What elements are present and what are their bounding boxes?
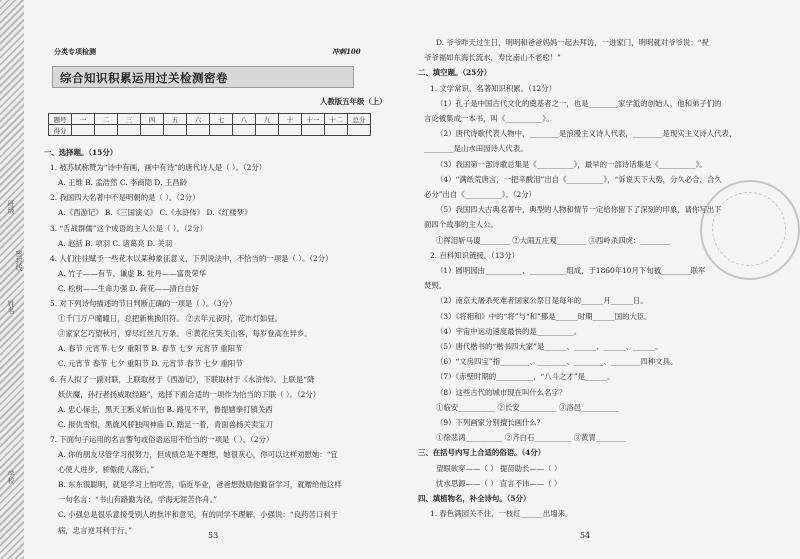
text-line: 焚毁。 (424, 281, 447, 291)
text-line: （8）这些古代的城市现在叫什么名字？ (436, 387, 567, 397)
text-line: A. 你的朋友尽管学习很努力，但成绩总是不理想，她很灰心，你可以这样劝慰她：“宜 (58, 450, 338, 459)
watermark-seal-inner (712, 192, 786, 266)
score-cell: 十一 (302, 114, 325, 125)
text-line: （4）宇宙中运动速度最快的是__________。 (436, 326, 582, 336)
text-line: C. 报仇雪恨，黑旋风骄独闯神庙 D. 踏足一着，青面兽杨关卖宝刀 (58, 419, 273, 429)
text-line: D. 爷爷昨天过生日，明明和爸爸妈妈一起去拜访，一进家门，明明就对爷爷说：“祝 (436, 38, 709, 47)
text-line: C. 小强总是很乐意接受别人的批评和意见，有的同学不理解，小强说：“良药苦口利于 (58, 510, 338, 520)
text-line: （7）《赤壁时期的__________，“八斗之才”是______。 (436, 372, 615, 382)
text-line: 妖伏魔，孙行者扬威取经路”，选择下面合适的一项作为恰当的下联（ ）。（2分） (58, 389, 321, 399)
text-line: （1）圆明园由__________、__________组成，于1860年10月下旬被________联军 (436, 266, 706, 275)
text-line: 必分”出自《__________》。（2分） (424, 190, 536, 199)
text-line: （9）下列画家分别擅长画什么？ (436, 418, 545, 427)
text-line: A.《西游记》 B.《三国演义》 C.《水浒传》 D.《红楼梦》 (58, 208, 252, 218)
text-line: C. 元宵节 春节 七夕 重阳节 D. 元宵节 春节 七夕 重阳节 (58, 359, 243, 369)
score-cell: 五 (164, 114, 187, 125)
text-line: 3. “舌战群儒”这个成语的主人公是（ ）。（2分） (50, 223, 208, 233)
text-line: ①挥泪斩马谡________ ②大闹五庄观________ ③西岭杀四虎：________ (436, 235, 670, 245)
score-cell: 九 (256, 114, 279, 125)
score-cell: 二 (95, 114, 118, 125)
text-line: 1. 春色满园关不住，一枝红______出墙来。 (430, 509, 573, 519)
text-line: 1. 被苏轼称赞为“诗中有画，画中有诗”的唐代诗人是（ ）。（2分） (50, 163, 267, 173)
score-value-row (49, 125, 371, 136)
text-line: A. 竹子——有节、谦虚 B. 牡丹——富贵荣华 (58, 268, 207, 278)
text-line: ①临安__________ ②长安__________ ③洛邑__________ (436, 402, 619, 412)
text-line: 一句名言：“书山有路勤为径，学海无涯苦作舟。” (58, 495, 218, 505)
text-line: （1）孔子是中国古代文化的奠基者之一，也是________家学派的创始人，他和弟子们的 (436, 98, 722, 108)
margin-name-label: 姓名 (7, 300, 15, 314)
series-label: 分类专项检测 (54, 47, 96, 56)
score-cell: 六 (187, 114, 210, 125)
text-line: （5）唐代楷书的“楷书四大家”是______、______、______、______。 (436, 342, 663, 351)
text-line: 爷爷福如东海长流水，寿比南山不老松！” (424, 53, 561, 63)
text-line: （3）《将相和》中的“将”与“和”都是______时期______国的大臣。 (436, 311, 652, 321)
text-line: ①徐悲鸿__________ ②齐白石__________ ③黄胄________ (436, 433, 626, 443)
score-cell: 一 (72, 114, 95, 125)
text-line: 言论被集成一本书，叫《__________》。 (424, 114, 554, 123)
text-line: 7. 下面句子运用的名言警句或俗语运用不恰当的一项是（ ）。（2分） (50, 434, 274, 444)
text-line: 面四个故事的主人公。 (424, 220, 498, 230)
text-line: 一、选择题。（15分） (44, 148, 118, 157)
margin-school-label: 学校 (7, 470, 15, 484)
score-cell: 七 (210, 114, 233, 125)
text-line: （6）“文房四宝”指________、________、________、________四种文具。 (436, 357, 678, 367)
text-line: A. 春节 元宵节 七夕 重阳节 B. 春节 七夕 元宵节 重阳节 (58, 344, 243, 354)
score-cell: 十二 (325, 114, 348, 125)
text-line: B. 东东很聪明，就是学习上怕吃苦，临近毕业，爸爸想鼓励他勤奋学习，就赠给他这样 (58, 480, 342, 490)
text-line: 二、填空题。（25分） (418, 68, 492, 78)
page-number: 53 (208, 531, 219, 540)
score-cell: 十 (279, 114, 302, 125)
score-cell: 总分 (348, 114, 371, 125)
text-line: A. 忠心保主，黑天王断义斩山怕 B. 路见不平，鲁提辖拳打镇关西 (58, 404, 273, 414)
text-line: （5）我国四大古典名著中，典型的人物和情节一定给你留下了深刻的印象，请你写出下 (436, 205, 722, 215)
text-line: 5. 对下列诗句描述的节日判断正确的一项是（ ）。（3分） (50, 299, 237, 308)
score-row-label: 得分 (49, 125, 72, 136)
text-line: A. 赵括 B. 项羽 C. 诸葛亮 D. 关羽 (58, 238, 173, 248)
text-line: 1. 文学常识、名著知识积累。（12分） (430, 83, 556, 93)
text-line: ③家家乞巧望秋月，穿尽红丝几万条。 ④黄花应笑关山客，每岁登高在异乡。 (58, 329, 312, 339)
text-line: （2）唐代诗歌代表人物中，________是浪漫主义诗人代表，________是现实主义诗人代表， (436, 129, 737, 139)
score-cell: 三 (118, 114, 141, 125)
score-header-row (49, 114, 371, 125)
text-line: 2. 我国四大名著中不是明朝的是（ ）。（2分） (50, 193, 200, 203)
edition-label: 人教版五年级（上） (320, 97, 387, 106)
score-cell: 题号 (49, 114, 72, 125)
text-line: 忧水思源——（ ） 直言不讳——（ ） (436, 478, 562, 488)
margin-seal-label: 密封线 (15, 250, 23, 271)
text-line: ________是山水田园诗人代表。 (424, 144, 528, 154)
left-page (30, 0, 405, 559)
right-page (410, 0, 800, 559)
text-line: ①千门万户曈曈日，总把新桃换旧符。 ②去年元夜时，花市灯如昼。 (58, 314, 283, 324)
text-line: 心使人进步，骄傲使人落后。” (58, 465, 155, 475)
score-cell: 四 (141, 114, 164, 125)
text-line: 望眼欲穿——（ ） 提苗助长——（ ） (436, 463, 562, 473)
text-line: 4. 人们往往赋予一些花木以某种象征意义，下列说法中，不恰当的一项是（ ）。（2分） (50, 253, 333, 263)
text-line: 病，忠言逆耳利于行。” (58, 525, 132, 535)
text-line: A. 王维 B. 孟浩然 C. 李商隐 D. 王昌龄 (58, 178, 187, 188)
margin-class-label: 班级 (7, 200, 15, 214)
text-line: 2. 百科知识链接。（13分） (430, 250, 520, 260)
page-title: 综合知识积累运用过关检测密卷 (60, 71, 228, 85)
text-line: （4）“满纸荒唐言，一把辛酸泪”出自《__________》，“诉说天下大势，分久必合，合久 (436, 174, 722, 184)
page-number: 54 (580, 531, 591, 540)
text-line: （2）南京大屠杀死难者国家公祭日是每年的______月______日。 (436, 296, 648, 306)
text-line: 三、在括号内写上合适的俗语。（4分） (418, 448, 546, 458)
score-cell: 八 (233, 114, 256, 125)
text-line: C. 松树——生命力强 D. 荷花——清白自好 (58, 283, 200, 293)
text-line: 6. 有人拟了一副对联，上联取材于《西游记》，下联取材于《水浒传》。上联是“降 (50, 374, 315, 384)
text-line: 四、填植物名，补全诗句。（5分） (418, 494, 531, 503)
brand-label: 冲刺100 (332, 47, 361, 56)
score-table (48, 113, 371, 136)
text-line: （3）我国第一部诗歌总集是《__________》，最早的一部诗话集是《__________》。 (436, 159, 707, 169)
